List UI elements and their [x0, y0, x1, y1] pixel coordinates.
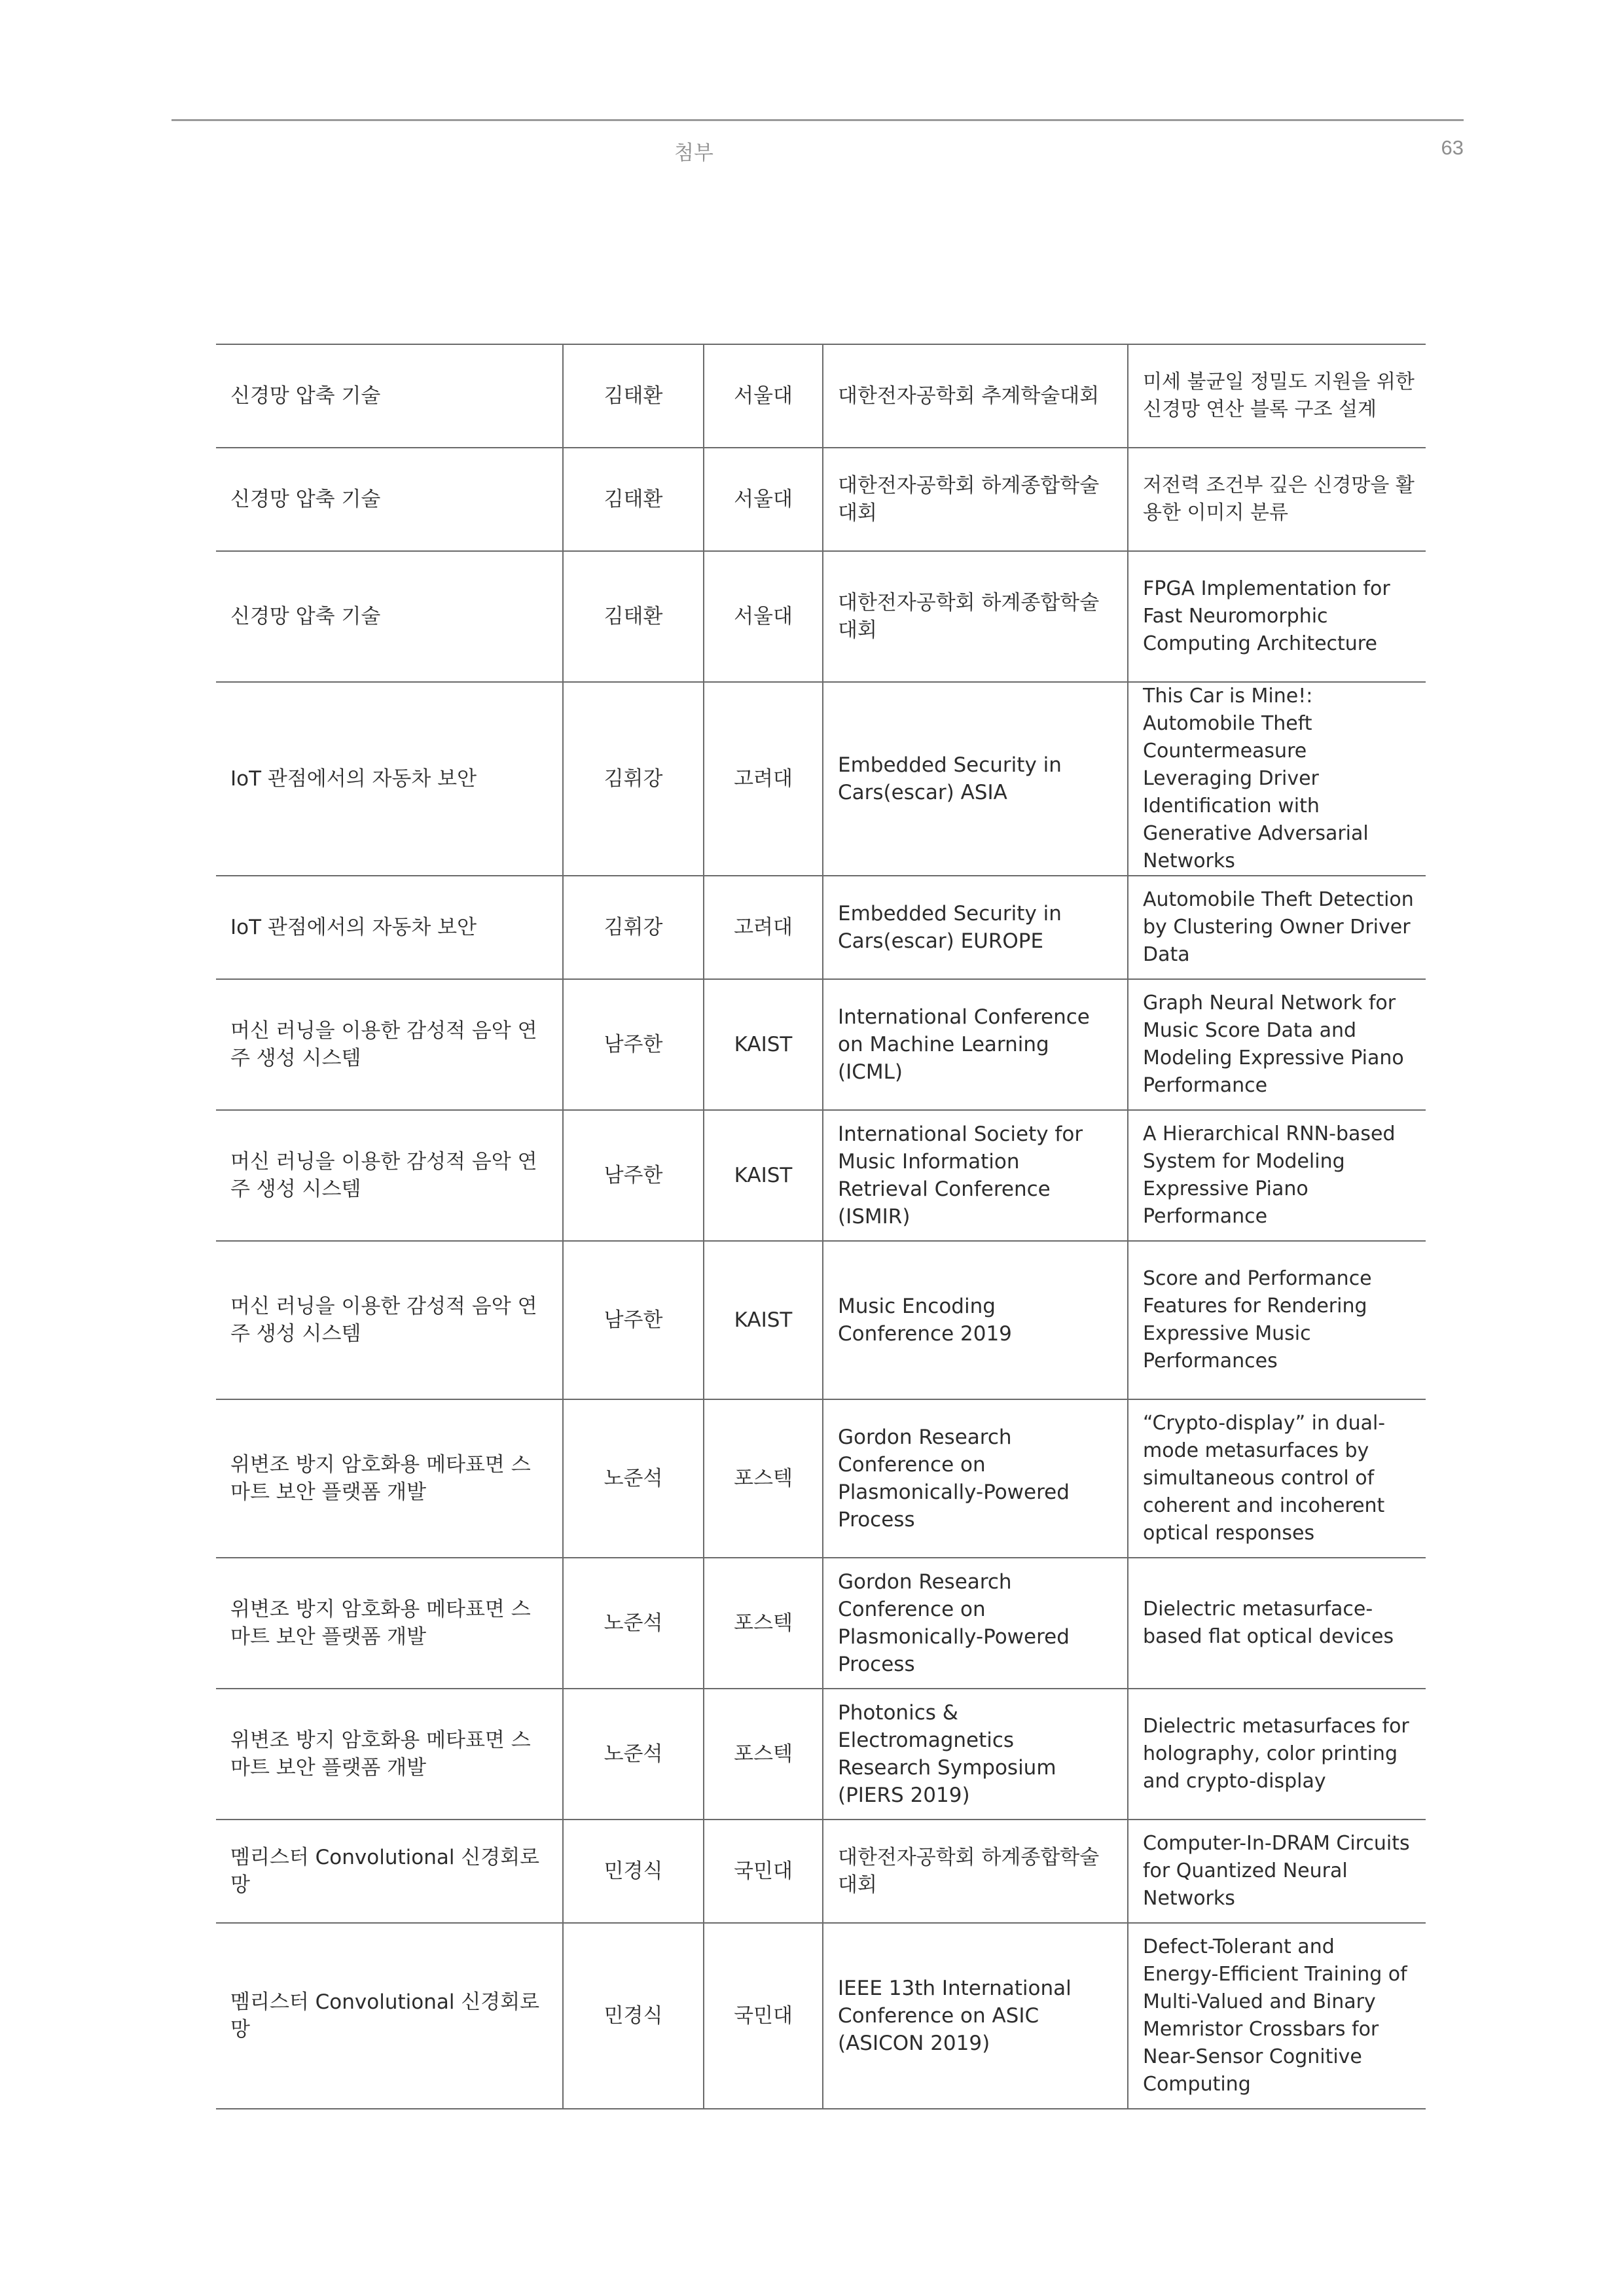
header-rule — [171, 119, 1464, 121]
venue-cell: 대한전자공학회 하계종합학술대회 — [823, 551, 1128, 682]
venue-cell: 대한전자공학회 추계학술대회 — [823, 344, 1128, 448]
university-cell: 포스텍 — [704, 1689, 823, 1820]
university-cell: 포스텍 — [704, 1558, 823, 1689]
university-cell: KAIST — [704, 1110, 823, 1241]
topic-cell: 멤리스터 Convolutional 신경회로망 — [216, 1923, 563, 2109]
topic-cell: 머신 러닝을 이용한 감성적 음악 연주 생성 시스템 — [216, 1110, 563, 1241]
table-row — [216, 1820, 1426, 1923]
venue-cell: International Conference on Machine Learning (ICML) — [823, 979, 1128, 1110]
topic-cell: 머신 러닝을 이용한 감성적 음악 연주 생성 시스템 — [216, 979, 563, 1110]
venue-cell: Gordon Research Conference on Plasmonically-Powered Process — [823, 1558, 1128, 1689]
university-cell: 포스텍 — [704, 1399, 823, 1558]
paper-title-cell: Dielectric metasurface-based flat optical devices — [1143, 1598, 1394, 1648]
researcher-cell: 김태환 — [563, 551, 704, 682]
university-cell: 국민대 — [704, 1820, 823, 1923]
university-cell: 서울대 — [704, 448, 823, 551]
topic-cell: IoT 관점에서의 자동차 보안 — [216, 682, 563, 876]
paper-title-cell: FPGA Implementation for Fast Neuromorphic Computing Architecture — [1143, 577, 1390, 655]
topic-cell: 위변조 방지 암호화용 메타표면 스마트 보안 플랫폼 개발 — [216, 1558, 563, 1689]
university-cell: KAIST — [704, 1241, 823, 1399]
researcher-cell: 노준석 — [563, 1689, 704, 1820]
researcher-cell: 김태환 — [563, 344, 704, 448]
topic-cell: 멤리스터 Convolutional 신경회로망 — [216, 1820, 563, 1923]
venue-cell: Embedded Security in Cars(escar) ASIA — [823, 682, 1128, 876]
paper-title-cell: Score and Performance Features for Rendering Expressive Music Performances — [1143, 1267, 1372, 1372]
page-number: 63 — [1441, 136, 1464, 159]
venue-cell: IEEE 13th International Conference on ASIC (ASICON 2019) — [823, 1923, 1128, 2109]
researcher-cell: 김휘강 — [563, 682, 704, 876]
university-cell: 국민대 — [704, 1923, 823, 2109]
table-row — [216, 344, 1426, 448]
paper-title-cell: “Crypto-display” in dual-mode metasurfaces by simultaneous control of coherent and incoherent optical responses — [1143, 1412, 1386, 1545]
venue-cell: International Society for Music Information Retrieval Conference (ISMIR) — [823, 1110, 1128, 1241]
venue-cell: Gordon Research Conference on Plasmonically-Powered Process — [823, 1399, 1128, 1558]
paper-title-cell: 저전력 조건부 깊은 신경망을 활용한 이미지 분류 — [1143, 474, 1415, 524]
topic-cell: 위변조 방지 암호화용 메타표면 스마트 보안 플랫폼 개발 — [216, 1689, 563, 1820]
researcher-cell: 김휘강 — [563, 876, 704, 979]
table-row — [216, 682, 1426, 876]
paper-title-cell: A Hierarchical RNN-based System for Modeling Expressive Piano Performance — [1143, 1122, 1396, 1228]
paper-title-cell: Computer-In-DRAM Circuits for Quantized Neural Networks — [1143, 1832, 1410, 1910]
researcher-cell: 민경식 — [563, 1923, 704, 2109]
venue-cell: 대한전자공학회 하계종합학술대회 — [823, 448, 1128, 551]
table-row — [216, 1689, 1426, 1820]
publications-table — [216, 344, 1426, 2109]
table-row — [216, 1399, 1426, 1558]
table-row — [216, 979, 1426, 1110]
topic-cell: IoT 관점에서의 자동차 보안 — [216, 876, 563, 979]
researcher-cell: 노준석 — [563, 1399, 704, 1558]
venue-cell: 대한전자공학회 하계종합학술대회 — [823, 1820, 1128, 1923]
researcher-cell: 남주한 — [563, 1241, 704, 1399]
topic-cell: 위변조 방지 암호화용 메타표면 스마트 보안 플랫폼 개발 — [216, 1399, 563, 1558]
university-cell: 고려대 — [704, 682, 823, 876]
header-title: 첨부 — [674, 141, 713, 165]
table-row — [216, 1923, 1426, 2109]
venue-cell: Photonics & Electromagnetics Research Symposium (PIERS 2019) — [823, 1689, 1128, 1820]
table-row — [216, 1241, 1426, 1399]
topic-cell: 신경망 압축 기술 — [216, 448, 563, 551]
researcher-cell: 민경식 — [563, 1820, 704, 1923]
table-row — [216, 551, 1426, 682]
researcher-cell: 남주한 — [563, 979, 704, 1110]
paper-title-cell: Graph Neural Network for Music Score Data and Modeling Expressive Piano Performance — [1143, 992, 1404, 1097]
paper-title-cell: Dielectric metasurfaces for holography, color printing and crypto-display — [1143, 1715, 1409, 1793]
topic-cell: 신경망 압축 기술 — [216, 551, 563, 682]
university-cell: 서울대 — [704, 344, 823, 448]
table-row — [216, 876, 1426, 979]
table-row — [216, 1110, 1426, 1241]
researcher-cell: 노준석 — [563, 1558, 704, 1689]
university-cell: 고려대 — [704, 876, 823, 979]
paper-title-cell: Automobile Theft Detection by Clustering Owner Driver Data — [1143, 888, 1414, 966]
venue-cell: Embedded Security in Cars(escar) EUROPE — [823, 876, 1128, 979]
venue-cell: Music Encoding Conference 2019 — [823, 1241, 1128, 1399]
researcher-cell: 남주한 — [563, 1110, 704, 1241]
table-row — [216, 1558, 1426, 1689]
university-cell: 서울대 — [704, 551, 823, 682]
topic-cell: 머신 러닝을 이용한 감성적 음악 연주 생성 시스템 — [216, 1241, 563, 1399]
paper-title-cell: This Car is Mine!: Automobile Theft Countermeasure Leveraging Driver Identification with Generative Adversarial Networks — [1143, 685, 1369, 872]
topic-cell: 신경망 압축 기술 — [216, 344, 563, 448]
table-row — [216, 448, 1426, 551]
university-cell: KAIST — [704, 979, 823, 1110]
paper-title-cell: 미세 불균일 정밀도 지원을 위한 신경망 연산 블록 구조 설계 — [1143, 370, 1415, 421]
researcher-cell: 김태환 — [563, 448, 704, 551]
paper-title-cell: Defect-Tolerant and Energy-Efficient Training of Multi-Valued and Binary Memristor Crossbars for Near-Sensor Cognitive Computing — [1143, 1935, 1407, 2096]
